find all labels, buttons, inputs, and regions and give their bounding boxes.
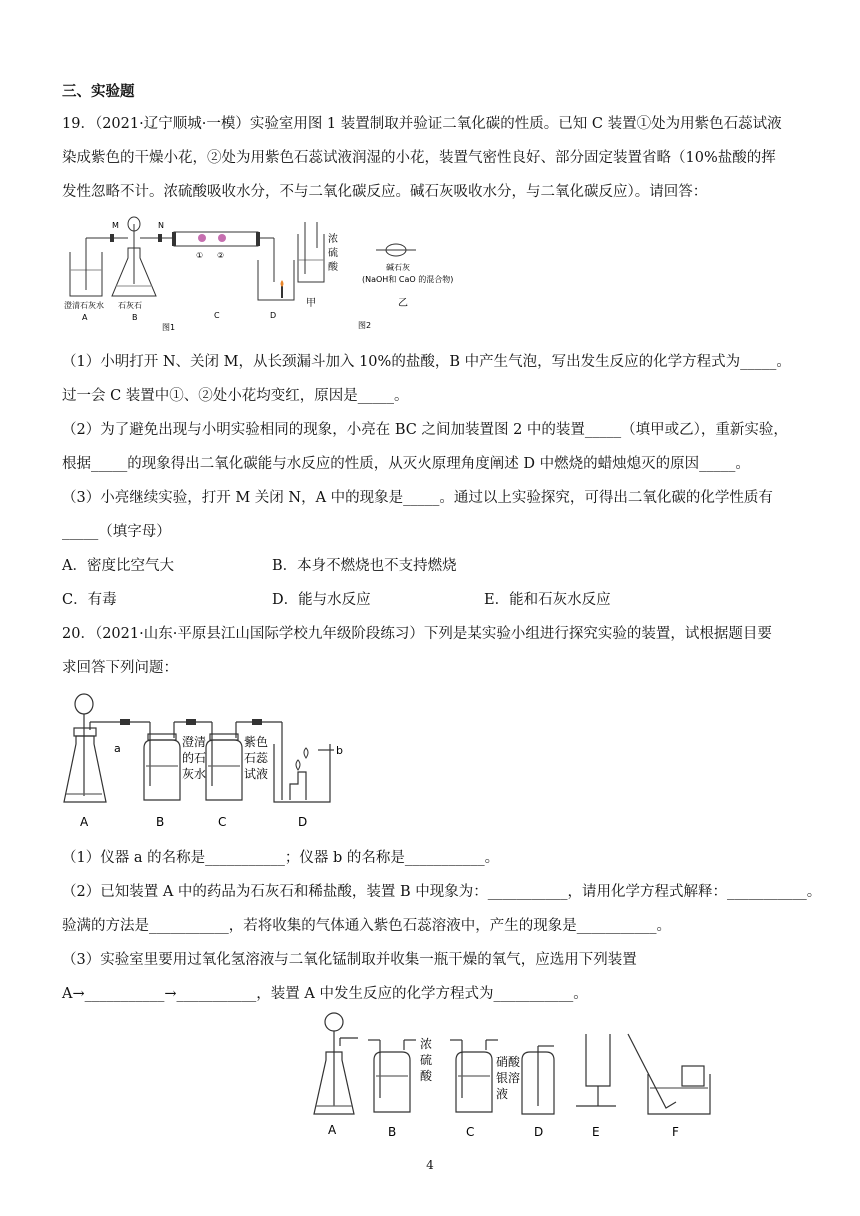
q19-option-b: B．本身不燃烧也不支持燃烧 [272,558,457,574]
fig2-b-reagent-3: 酸 [420,1069,433,1083]
label-jia-reagent-2: 硫 [328,248,338,259]
label-limestone: 石灰石 [118,301,142,310]
label-a: a [114,742,121,755]
label-B: B [132,313,138,322]
q20-stem-line-1: 20．（2021·山东·平原县江山国际学校九年级阶段练习）下列是某实验小组进行探究实验的装置，试根据题目要 [62,626,772,642]
q20-part3-line-1: （3）实验室里要用过氧化氢溶液与二氧化锰制取并收集一瓶干燥的氧气，应选用下列装置 [62,952,637,968]
q19-part3-line-2: _____（填字母） [62,524,171,540]
q19-stem-line-2: 染成紫色的干燥小花，②处为用紫色石蕊试液润湿的小花，装置气密性良好、部分固定装置省略（10%盐酸的挥 [62,150,776,166]
label-N: N [158,221,164,230]
beaker-d-shape [258,260,294,300]
q19-figure [62,214,482,336]
fig2-b-reagent-1: 浓 [420,1037,433,1051]
label-D: D [298,815,308,829]
label-b: b [336,744,343,757]
b-reagent-2: 的石 [182,751,207,765]
label-jia: 甲 [306,298,316,309]
flower-2-icon [218,234,226,242]
q20-stem-line-2: 求回答下列问题： [62,660,178,676]
label-A: A [82,313,88,322]
candle-flame-icon [281,280,284,287]
q20-apparatus-diagram [62,690,352,836]
section-title: 三、实验题 [62,84,135,100]
label-circle-2: ② [217,251,225,260]
label-A: A [80,815,89,829]
fig2-b-reagent-2: 硫 [420,1053,433,1067]
fig2-c-reagent-3: 液 [496,1087,509,1101]
q20-part2-line-2: 验满的方法是___________，若将收集的气体通入紫色石蕊溶液中，产生的现象是___________。 [62,918,671,934]
fig2-label-A: A [328,1123,337,1137]
c-reagent-2: 石蕊 [244,751,269,765]
q19-part1-line-1: （1）小明打开 N、关闭 M，从长颈漏斗加入 10%的盐酸，B 中产生气泡，写出发生反应的化学方程式为_____。 [62,354,791,370]
q20-part2-line-1: （2）已知装置 A 中的药品为石灰石和稀盐酸，装置 B 中现象为：___________，请用化学方程式解释：___________。 [62,884,822,900]
fig2-label-E: E [592,1125,600,1139]
fig2-c-reagent-2: 银溶 [496,1071,521,1085]
q19-part2-line-1: （2）为了避免出现与小明实验相同的现象，小亮在 BC 之间加装置图 2 中的装置_____（填甲或乙），重新实验， [62,422,788,438]
label-jia-reagent-1: 浓 [328,234,338,245]
q20-part3-line-2: A→___________→___________，装置 A 中发生反应的化学方程式为___________。 [62,986,588,1002]
fig2-label-F: F [672,1125,679,1139]
c-reagent-1: 紫色 [244,735,269,749]
q19-option-a: A．密度比空气大 [62,558,174,574]
q20-figure [62,690,352,836]
q19-option-e: E．能和石灰水反应 [484,592,611,608]
fig2-label-C: C [466,1125,475,1139]
label-soda-lime-note: (NaOH和 CaO 的混合物) [362,275,454,284]
flower-1-icon [198,234,206,242]
q19-apparatus-diagram [62,214,482,336]
q19-option-c: C．有毒 [62,592,117,608]
q19-part3-line-1: （3）小亮继续实验，打开 M 关闭 N，A 中的现象是_____。通过以上实验探究，可得出二氧化碳的化学性质有 [62,490,773,506]
label-fig1: 图1 [162,323,176,332]
label-yi: 乙 [398,298,408,309]
label-jia-reagent-3: 酸 [328,262,338,273]
q19-stem-line-1: 19．（2021·辽宁顺城·一模）实验室用图 1 装置制取并验证二氧化碳的性质。已知 C 装置①处为用紫色石蕊试液 [62,116,782,132]
label-fig2: 图2 [358,321,372,330]
q20-options-apparatus-diagram [310,1010,730,1144]
label-C: C [214,311,220,320]
label-M: M [112,221,119,230]
b-reagent-1: 澄清 [182,735,207,749]
fig2-c-reagent-1: 硝酸 [496,1055,521,1069]
label-C: C [218,815,227,829]
c-reagent-3: 试液 [244,767,269,781]
label-B: B [156,815,165,829]
label-limewater: 澄清石灰水 [64,301,104,310]
q19-option-d: D．能与水反应 [272,592,371,608]
q19-stem-line-3: 发性忽略不计。浓硫酸吸收水分，不与二氧化碳反应。碱石灰吸收水分，与二氧化碳反应）。请回答： [62,184,708,200]
fig2-label-D: D [534,1125,544,1139]
label-D: D [270,311,277,320]
q20-part1: （1）仪器 a 的名称是___________；仪器 b 的名称是___________。 [62,850,500,866]
q20-figure-2 [310,1010,730,1144]
bottle-jia-shape [298,234,324,282]
q19-part1-line-2: 过一会 C 装置中①、②处小花均变红，原因是_____。 [62,388,409,404]
page-number: 4 [426,1158,434,1172]
fig2-label-B: B [388,1125,397,1139]
label-soda-lime: 碱石灰 [386,263,410,272]
b-reagent-3: 灰水 [182,767,207,781]
label-circle-1: ① [196,251,204,260]
q19-part2-line-2: 根据_____的现象得出二氧化碳能与水反应的性质，从灭火原理角度阐述 D 中燃烧的蜡烛熄灭的原因_____。 [62,456,750,472]
